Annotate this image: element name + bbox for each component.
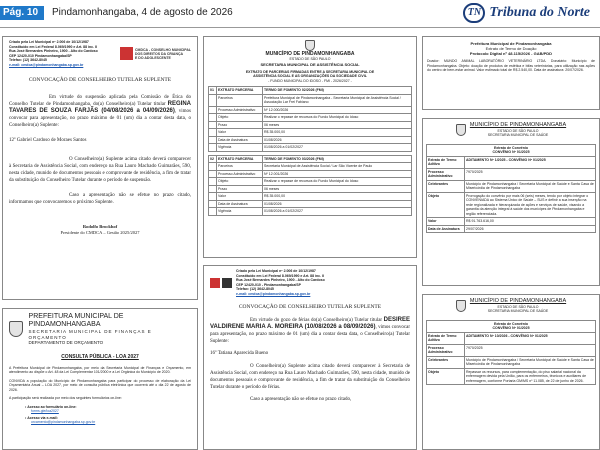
org-line: MUNICÍPIO DE PINDAMONHANGABA [469,298,567,304]
table-cell: Parceiros [217,163,263,171]
address-block [9,40,114,67]
notice-paragraph: A participação será realizada por meio dos seguintes formulários on-line: [9,396,122,400]
cmdca-notice-2 [203,265,417,450]
suplente-name: 12º Gabriel Cardoso de Moraes Santos [9,138,87,143]
convenio-extract-1 [422,118,600,286]
table-cell: R$ 35.000,00 [263,129,412,137]
table-cell: Objeto [427,192,465,218]
org-lines [470,122,566,138]
list-item: • Acesso via e-mail: [25,415,58,420]
table-cell: Objeto [217,178,263,186]
org-line: Prefeitura Municipal de Pindamonhangaba [470,41,552,46]
table-cell [209,208,217,216]
table-cell: Objeto [427,368,465,385]
table-cell: TERMO DE FOMENTO 02/2026 (FMI) [263,87,412,95]
table-row [209,144,412,152]
org-line: ESTADO DE SÃO PAULO [289,57,331,61]
notice-letterhead [9,40,191,67]
address-line: Rua José Bernardes Pinheiro, 1900 - Alto do Cardoso [9,49,98,53]
notice-paragraph: O Conselheiro(a) Suplente acima citado deverá comparecer à Secretaria de Assistência Social, com endereço na Rua Lauro Machado Guimarães, 590, nesta cidade, munido de documentos pessoais e comprovante de residência, a fim de tratar da substituição do Conselheiro Tutelar durante o período de férias. [210,364,410,390]
table-row [427,180,596,192]
org-line: ESTADO DE SÃO PAULO [497,128,539,133]
table-cell: Data de Assinatura [217,200,263,208]
table-cell: Prefeitura Municipal de Pindamonhangaba - Secretaria Municipal de Assistência Social / Associação Lar Frei Fabiano [263,94,412,106]
org-line: SECRETARIA MUNICIPAL DE ASSISTÊNCIA SOCIAL [260,61,360,67]
table-row [427,225,596,233]
table-cell [209,193,217,201]
table-row [427,218,596,226]
logo-text: Tribuna do Norte [489,5,590,20]
municipal-crest-icon [456,300,466,312]
suplente-name: 16º Tatiana Aparecida Bueno [210,351,269,356]
notice-paragraph: Caso a apresentação não se efetue no prazo citado, [250,397,352,402]
table-row [209,114,412,122]
table-cell: Valor [217,129,263,137]
table-cell: Prorrogação do convênio por mais 06 (seis) meses, tendo por objeto integrar o CONVENIADA ao Sistema Único de Saúde – SUS e definir a sua inserção na rede regionalizada e hierarquizada de ações e serviços de saúde, visando a garantia da atenção integral à saúde dos munícipes de Pindamonhangaba e região referenciada. [465,192,596,218]
table-cell: ADITAMENTO Nº 10/2026 - CONVÊNIO Nº 01/2025 [465,332,596,344]
table-cell: Valor [217,193,263,201]
table-cell: Nº 12.000/2026 [263,106,412,114]
date-line: Pindamonhangaba, 4 de agosto de 2026 [52,7,233,18]
table-cell [209,106,217,114]
titular-name: REGINA TAVARES DE SOUZA FARJÃS (04/08/2026 a 04/09/2026) [9,101,192,114]
extract-text: Doador: MUNDO ANIMAL LABORATÓRIO VETERINÁRIO LTDA. Donatário: Município de Pindamonhangaba. Objeto: doação de produtos de estética e bifas veterinárias, para utilização nas ações do centro de bem-estar animal. Valor estimado total de R$ 2.540,00. Data de assinatura: 20/07/2026. [427,59,595,72]
table-cell: Data de Assinatura [217,136,263,144]
list-item: • Acesso ao formulário on-line: [25,404,77,409]
notice-title: CONSULTA PÚBLICA - LOA 2027 [61,353,139,360]
table-cell: Celebrantes [427,356,465,368]
cmdca-logo [120,40,191,67]
table-row [427,156,596,168]
signer-name: Rodolfo Brockhof [82,224,118,229]
table-cell: 02 [209,155,217,163]
org-line: MUNICÍPIO DE PINDAMONHANGABA [469,122,567,128]
table-cell: Realizar o repasse de recursos do Fundo Municipal do Idoso [263,178,412,186]
notice-title: CONVOCAÇÃO DE CONSELHEIRO TUTELAR SUPLENTE [28,77,172,83]
table-header: Extrato de Convênio CONVÊNIO Nº 01/2025 [427,320,596,332]
table-cell: R$ 35.000,00 [263,193,412,201]
notice-letterhead [210,269,410,296]
table-cell: 7970/2025 [465,344,596,356]
org-lines [29,313,191,346]
table-cell: EXTRATO PARCERIA [217,87,263,95]
table-cell: R$ 91.763.616,00 [465,218,596,226]
address-line: Constituído em Lei Federal 8.069/1990 e Art. 88 inc. II [9,44,97,49]
table-cell: Realizar o repasse de recursos do Fundo Municipal do Idoso [263,114,412,122]
newspaper-header [0,0,600,28]
table-row [209,87,412,95]
table-cell: Data de Assinatura [427,225,465,233]
org-line: SECRETARIA MUNICIPAL DE SAÚDE [487,133,549,137]
table-row [209,185,412,193]
table-row [209,200,412,208]
table-row [427,344,596,356]
table-cell: Processo Administrativo [217,106,263,114]
table-cell: Extrato de Termo Aditivo [427,332,465,344]
table-row [427,168,596,180]
parcerias-extract [203,36,417,258]
parceria-table-1 [208,86,412,152]
table-row [209,94,412,106]
table-cell: Parceiros [217,94,263,106]
parceria-table-2 [208,155,412,216]
table-row [209,163,412,171]
notice-paragraph: O Conselheiro(a) Suplente acima citado deverá comparecer à Secretaria de Assistência Social, com endereço na Rua Lauro Machado Guimarães, 590, nesta cidade, munido de documentos pessoais e comprovante de residência, a fim de tratar da substituição do Conselheiro Tutelar durante o período de suspensão. [9,157,191,183]
table-cell [209,163,217,171]
org-line: ESTADO DE SÃO PAULO [497,304,539,309]
table-cell: Objeto [217,114,263,122]
table-cell: Repassar os recursos, para complementação, do piso salarial nacional da enfermagem devida pela União, para os enfermeiros, técnicos e auxiliares de enfermagem, conforme Portaria GM/MS nº 11.085, de 22 de junho de 2026. [465,368,596,385]
notice-paragraph: Caso a apresentação não se efetue no prazo citado, informamos que convocaremos o próximo Suplente. [9,193,191,205]
page-number: Pág. 10 [0,6,44,20]
table-cell: Prazo [217,121,263,129]
notice-letterhead [9,313,191,346]
convenio-table-2 [426,320,596,386]
table-cell: Processo Administrativo [217,170,263,178]
table-cell [209,178,217,186]
cmdca-notice-1 [2,36,198,300]
table-cell: 06 meses [263,185,412,193]
logo-mark: TN [463,3,485,23]
table-cell: 01/08/2026 [263,200,412,208]
notice-letterhead [426,122,596,138]
table-cell: Município de Pindamonhangaba / Secretaria Municipal de Saúde e Santa Casa de Misericórdia de Pindamonhangaba [466,181,594,190]
convenio-table-1 [426,144,596,234]
table-cell: Valor [427,218,465,226]
table-cell [209,129,217,137]
notice-letterhead [208,40,412,67]
municipal-crest-icon [9,321,23,337]
table-row [209,170,412,178]
table-header: Extrato de Convênio CONVÊNIO Nº 01/2025 [427,144,596,156]
table-cell [209,185,217,193]
table-cell: 29/07/2026 [465,225,596,233]
loa-consulta-notice [2,308,198,450]
address-line: CEP 12420-010 Pindamonhangaba/SP [9,53,72,58]
titular-name: DESIREE VALDIRENE MARIA A. MOREIRA (10/08/2026 a 08/09/2026) [210,317,410,330]
table-row [427,356,596,368]
extract-title: Extrato de Termo de Doação [485,46,537,51]
org-line: DEPARTAMENTO DE ORÇAMENTO [28,340,104,345]
address-line: Criado pela Lei Municipal nº 2.006 de 10/12/1987 [9,40,89,44]
table-cell: 01 [209,87,217,95]
table-cell: EXTRATO PARCERIA [217,155,263,163]
municipal-crest-icon [305,40,315,51]
notice-title: CONVOCAÇÃO DE CONSELHEIRO TUTELAR SUPLENTE [238,304,382,310]
email-link[interactable]: orcamento@pindamonhangaba.sp.gov.br [31,420,96,424]
cmdca-logo [210,269,232,296]
email-link[interactable]: e-mail: cmdca@pindamonhangaba.sp.gov.br [236,291,311,296]
table-cell [209,170,217,178]
table-cell [209,136,217,144]
table-cell: Nº 12.001/2026 [263,170,412,178]
newspaper-logo [463,2,590,24]
table-row [209,155,412,163]
table-row [209,106,412,114]
table-cell: 06 meses [263,121,412,129]
table-cell: Vigência [217,208,263,216]
table-row [427,368,596,385]
donation-extract [422,36,600,110]
table-row [209,121,412,129]
table-cell: Vigência [217,144,263,152]
address-line: Telefax: (12) 3642-8045 [9,58,47,62]
notice-paragraph: Em virtude do suspensão aplicada pela Comissão de Ética do Conselho Tutelar de Pindamonhangaba, do(a) Conselheiro(a) Tutelar titular REGINA TAVARES DE SOUZA FARJÃS (04/08/2026 a 04/09/2026), vimos convocar para apresentação, no prazo máximo de 01 (um) dia a contar desta data, o Conselheiro(a) Suplente: [9,95,192,128]
table-row [209,129,412,137]
table-cell: Processo Administrativo [427,168,465,180]
table-row [427,192,596,218]
org-line: MUNICÍPIO DE PINDAMONHANGABA [265,51,355,57]
table-cell: ADITAMENTO Nº 1/2025 - CONVÊNIO Nº 01/2025 [465,156,596,168]
table-cell [209,144,217,152]
org-lines [470,298,566,314]
convenio-extract-2 [422,294,600,450]
notice-paragraph: CONVIDA a população do Município de Pindamonhangaba para participar do processo de elaboração da Lei Orçamentária Anual – LOA 2027, por meio de consulta pública eletrônica que ocorrerá até o dia 22 de agosto de 2026. [9,378,191,392]
org-line: SECRETARIA MUNICIPAL DE SAÚDE [487,309,549,313]
address-block: Criado pela Lei Municipal nº 2.006 de 10/12/1987 Constituído em Lei Federal 8.069/1990 e Art. 88 inc. II Rua José Bernardes Pinheiro, 1900 - Alto do Cardoso CEP 12420-010 - Pindamonhangaba/SP Telefax: (12) 3642-8045 e-mail: cmdca@pindamonhangaba.sp.gov.br [236,269,325,296]
table-cell: Processo Administrativo [427,344,465,356]
table-row [209,193,412,201]
form-link[interactable]: forms.gle/loa2027 [31,409,59,413]
table-cell: 01/08/2026 a 01/02/2027 [263,144,412,152]
signer-role: Presidente do CMDCA – Gestão 2025/2027 [60,230,140,235]
table-row [209,208,412,216]
extract-subtitle: Protocolo Digital nº 48.115/2026 - GAB/PDD [469,51,553,56]
table-cell: 7970/2025 [465,168,596,180]
cmdca-logo-text: CMDCA - CONSELHO MUNICIPAL DOS DIREITOS DA CRIANÇA E DO ADOLESCENTE [135,47,191,60]
municipal-crest-icon [456,124,466,136]
table-cell: 01/08/2026 [263,136,412,144]
org-line: SECRETARIA MUNICIPAL DE FINANÇAS E ORÇAMENTO [28,329,152,340]
extract-title: EXTRATO DE PARCERIAS FIRMADAS ENTRE A SECRETARIA MUNICIPAL DE ASSISTÊNCIA SOCIAL E AS ORGANIZAÇÕES DA SOCIEDADE CIVIL - FUNDO MUNICIPAL DO IDOSO - FMI - 2026/2027 - [245,69,375,83]
table-cell [209,94,217,106]
cmdca-logo-shape [210,278,220,288]
table-cell: Secretaria Municipal de Assistência Social / Lar São Vicente de Paulo [263,163,412,171]
table-row [427,332,596,344]
table-cell [209,200,217,208]
email-link[interactable]: e-mail: cmdca@pindamonhangaba.sp.gov.br [9,62,84,67]
table-cell: 01/08/2026 a 01/02/2027 [263,208,412,216]
table-cell: Extrato de Termo Aditivo [427,156,465,168]
notice-paragraph: A Prefeitura Municipal de Pindamonhangaba, por meio da Secretaria Municipal de Finanças e Orçamento, em atendimento ao dispõe o Art. 48 da Lei Complementar 101/2000 e a Lei Orgânica do Município de 2020. [9,365,191,374]
table-cell: Município de Pindamonhangaba / Secretaria Municipal de Saúde e Santa Casa de Misericórdia de Pindamonhangaba [466,357,594,366]
cmdca-logo-shape [222,278,232,288]
table-row [209,136,412,144]
table-cell [209,121,217,129]
cmdca-logo-shape [120,47,133,60]
table-cell: TERMO DE FOMENTO 03/2026 (FMI) [263,155,412,163]
table-cell: Celebrantes [427,180,465,192]
table-cell: Prazo [217,185,263,193]
notice-paragraph: Em virtude do gozo de férias do(a) Conselheiro(a) Tutelar titular DESIREE VALDIRENE MARIA A. MOREIRA (10/08/2026 a 08/09/2026), vimos convocar para apresentação, no prazo máximo de 01 (um) dia a contar desta data, o Conselheiro(a) Tutelar Suplente: [210,317,410,344]
table-cell [209,114,217,122]
notice-letterhead [426,298,596,314]
org-line: PREFEITURA MUNICIPAL DE PINDAMONHANGABA [28,313,124,328]
table-row [209,178,412,186]
signature-block [9,224,191,236]
